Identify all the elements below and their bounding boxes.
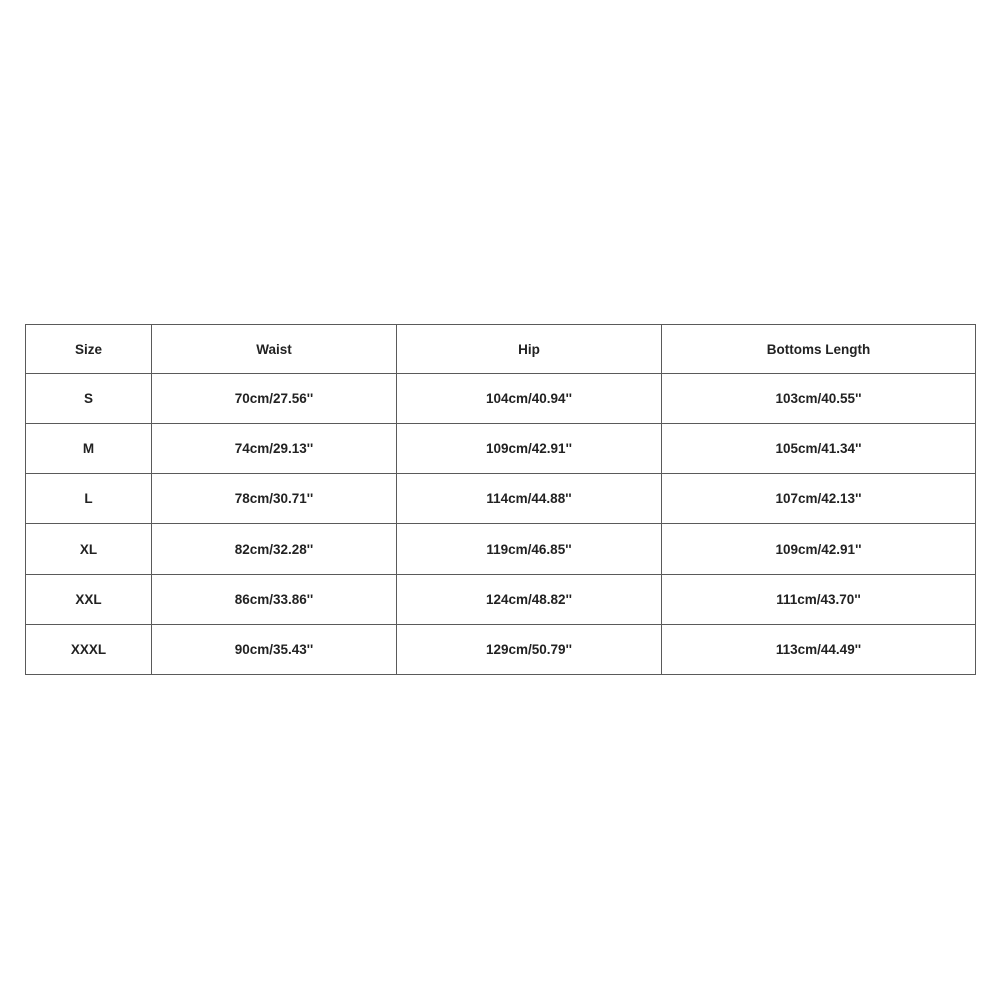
header-bottoms-length: Bottoms Length	[662, 325, 976, 374]
size-cell: XXL	[26, 574, 152, 624]
bottoms-length-cell: 105cm/41.34''	[662, 424, 976, 474]
waist-cell: 74cm/29.13''	[152, 424, 397, 474]
table-row	[26, 424, 976, 474]
hip-cell: 124cm/48.82''	[397, 574, 662, 624]
hip-cell: 119cm/46.85''	[397, 524, 662, 574]
header-row	[26, 325, 976, 374]
table-row	[26, 374, 976, 424]
bottoms-length-cell: 111cm/43.70''	[662, 574, 976, 624]
waist-cell: 82cm/32.28''	[152, 524, 397, 574]
bottoms-length-cell: 109cm/42.91''	[662, 524, 976, 574]
bottoms-length-cell: 107cm/42.13''	[662, 474, 976, 524]
table-row	[26, 574, 976, 624]
size-cell: S	[26, 374, 152, 424]
header-size: Size	[26, 325, 152, 374]
bottoms-length-cell: 113cm/44.49''	[662, 624, 976, 674]
table-row	[26, 624, 976, 674]
size-chart-table	[25, 324, 976, 675]
table-row	[26, 524, 976, 574]
table-row	[26, 474, 976, 524]
hip-cell: 109cm/42.91''	[397, 424, 662, 474]
waist-cell: 90cm/35.43''	[152, 624, 397, 674]
hip-cell: 104cm/40.94''	[397, 374, 662, 424]
hip-cell: 114cm/44.88''	[397, 474, 662, 524]
waist-cell: 70cm/27.56''	[152, 374, 397, 424]
size-cell: XXXL	[26, 624, 152, 674]
size-cell: L	[26, 474, 152, 524]
size-cell: M	[26, 424, 152, 474]
bottoms-length-cell: 103cm/40.55''	[662, 374, 976, 424]
hip-cell: 129cm/50.79''	[397, 624, 662, 674]
waist-cell: 78cm/30.71''	[152, 474, 397, 524]
waist-cell: 86cm/33.86''	[152, 574, 397, 624]
header-hip: Hip	[397, 325, 662, 374]
size-cell: XL	[26, 524, 152, 574]
header-waist: Waist	[152, 325, 397, 374]
